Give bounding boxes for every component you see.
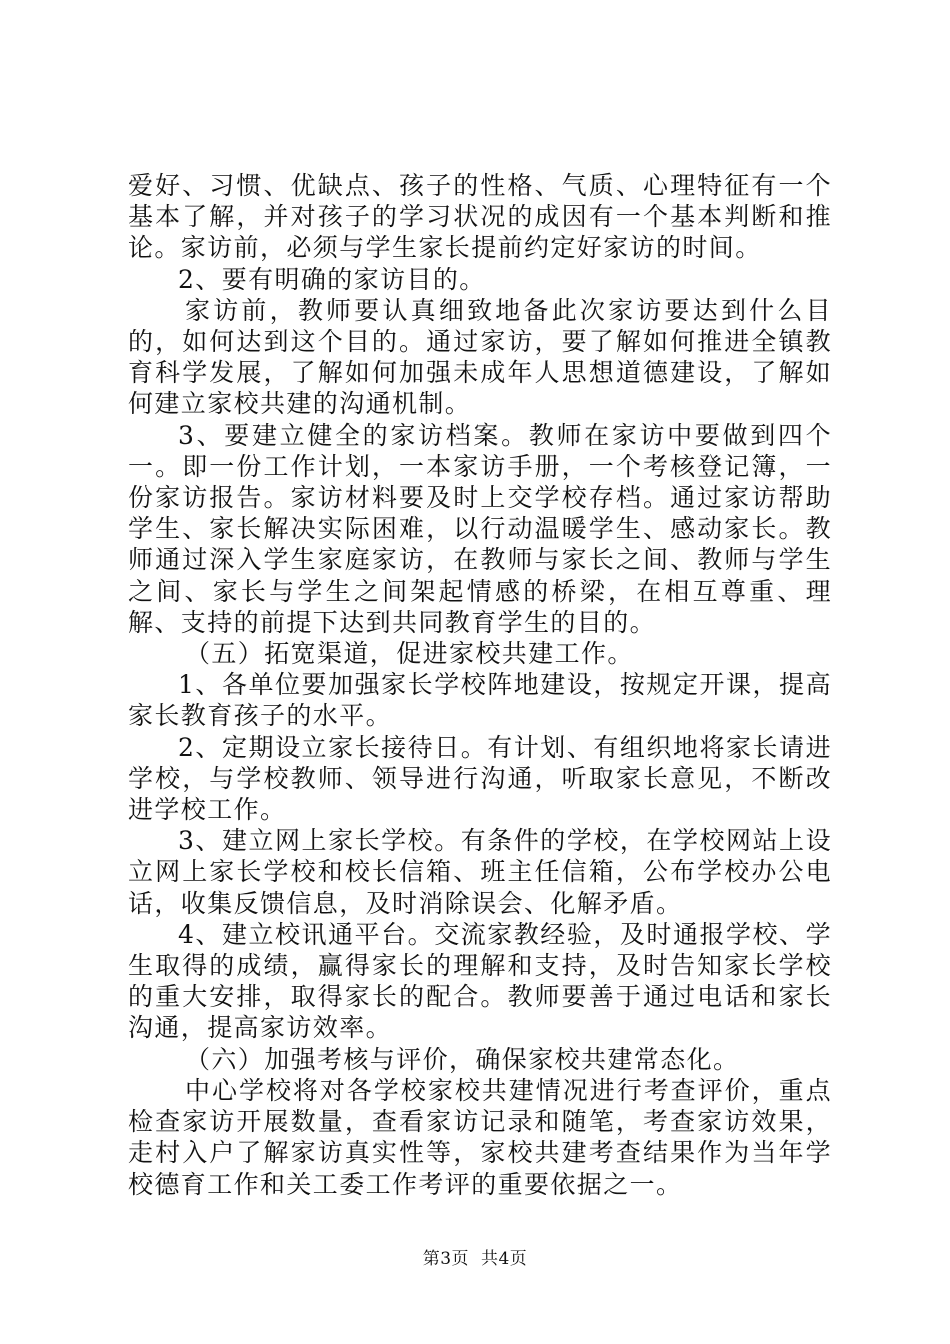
section-heading-five: （五）拓宽渠道，促进家校共建工作。 [185,639,634,669]
paragraph-parent-school: 1、各单位要加强家长学校阵地建设，按规定开课，提高家长教育孩子的水平。 [128,670,832,731]
paragraph-visit-archive: 3、要建立健全的家访档案。教师在家访中要做到四个一。即一份工作计划，一本家访手册，一个考核登记簿，一份家访报告。家访材料要及时上交学校存档。通过家访帮助学生、家长解决实际困难，以行动温暖学生、感动家长。教师通过深入学生家庭家访，在教师与家长之间、教师与学生之间、家长与学生之间架起情感的桥梁，在相互尊重、理解、支持的前提下达到共同教育学生的目的。 [128,420,832,637]
paragraph-visit-purpose-body: 家访前，教师要认真细致地备此次家访要达到什么目的，如何达到这个目的。通过家访，要了解如何推进全镇教育科学发展，了解如何加强未成年人思想道德建设，了解如何建立家校共建的沟通机制。 [128,295,832,419]
document-body [128,170,832,1200]
page-number-current: 第3页 [422,1249,470,1269]
paragraph-visit-purpose-heading: 2、要有明确的家访目的。 [178,264,486,294]
paragraph-assessment: 中心学校将对各学校家校共建情况进行考查评价，重点检查家访开展数量，查看家访记录和随笔，考查家访效果，走村入户了解家访真实性等，家校共建考查结果作为当年学校德育工作和关工委工作考评的重要依据之一。 [128,1075,832,1199]
paragraph-xiaoxuntong: 4、建立校讯通平台。交流家教经验，及时通报学校、学生取得的成绩，赢得家长的理解和支持，及时告知家长学校的重大安排，取得家长的配合。教师要善于通过电话和家长沟通，提高家访效率。 [128,919,832,1043]
page-footer [0,1244,950,1269]
paragraph-family-background: 爱好、习惯、优缺点、孩子的性格、气质、心理特征有一个基本了解，并对孩子的学习状况的成因有一个基本判断和推论。家访前，必须与学生家长提前约定好家访的时间。 [128,171,832,263]
page-number-total: 共4页 [480,1249,528,1269]
section-heading-six: （六）加强考核与评价，确保家校共建常态化。 [185,1044,740,1074]
paragraph-online-school: 3、建立网上家长学校。有条件的学校，在学校网站上设立网上家长学校和校长信箱、班主任信箱，公布学校办公电话，收集反馈信息，及时消除误会、化解矛盾。 [128,826,832,918]
paragraph-reception-day: 2、定期设立家长接待日。有计划、有组织地将家长请进学校，与学校教师、领导进行沟通，听取家长意见，不断改进学校工作。 [128,732,832,825]
